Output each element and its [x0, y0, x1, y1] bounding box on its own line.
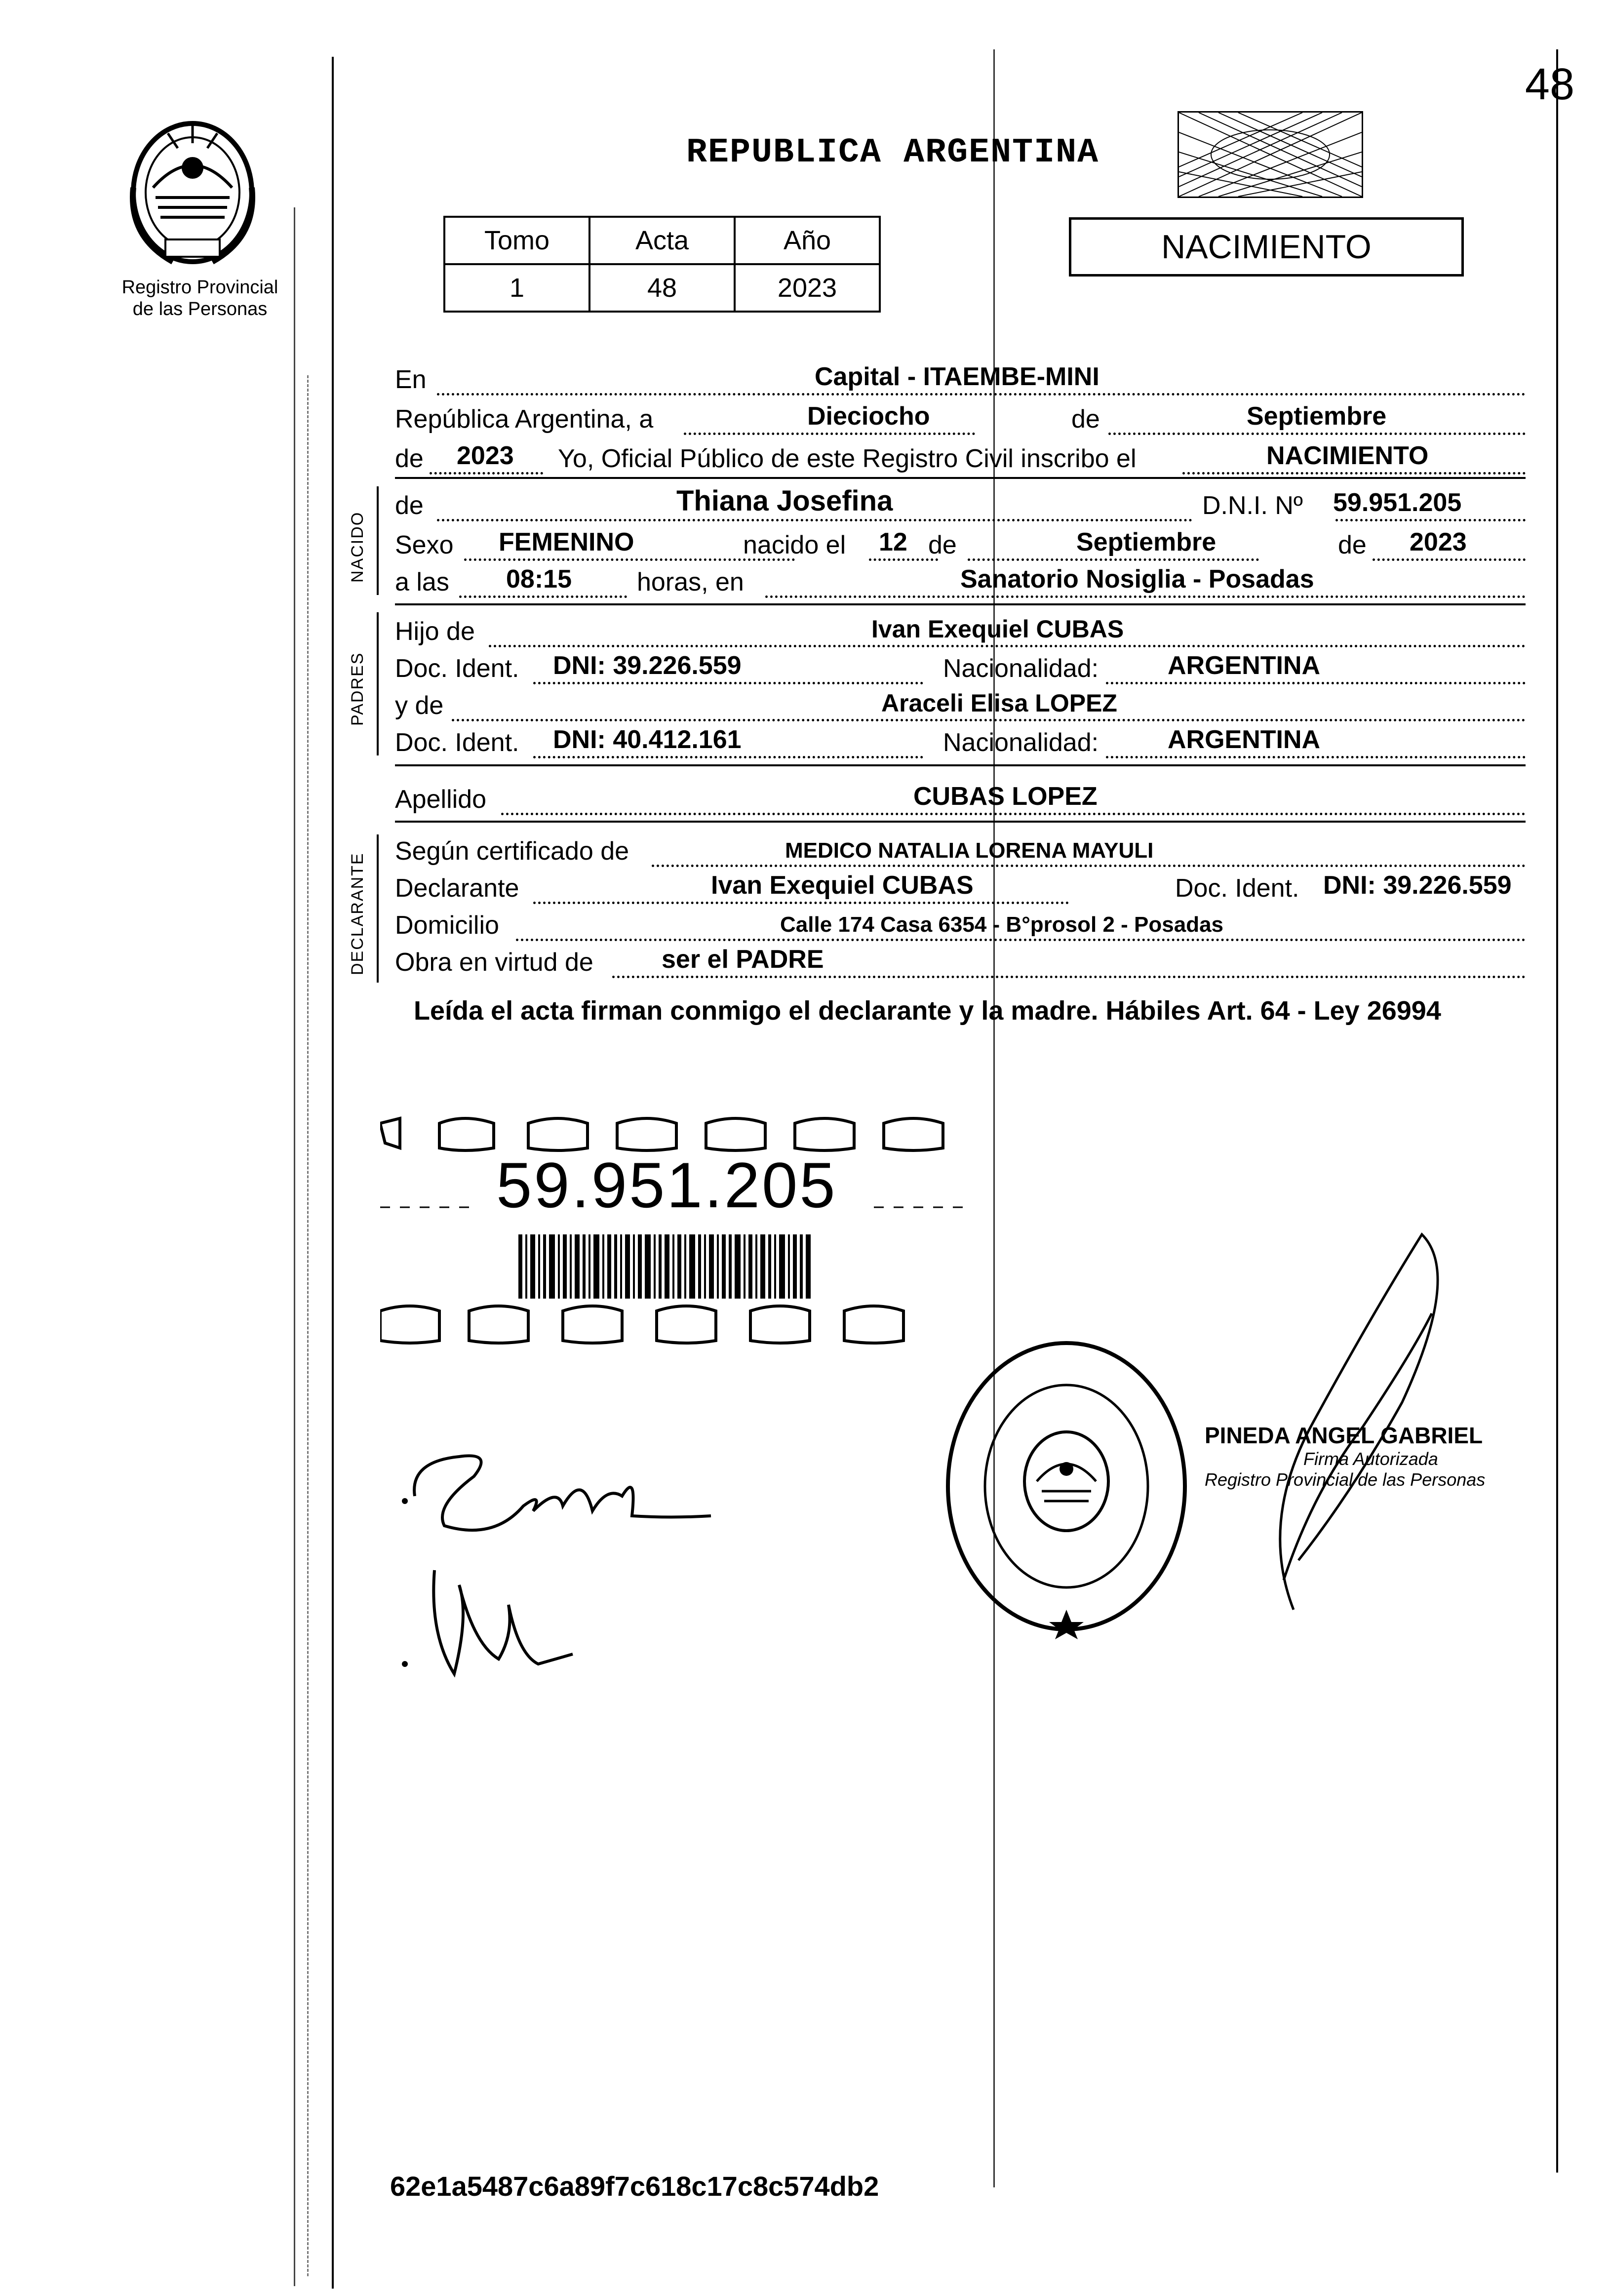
dotted-line [533, 682, 923, 684]
time-label: a las [395, 568, 449, 596]
section-divider [395, 821, 1526, 823]
born-day-value: 12 [879, 528, 907, 556]
row-place [395, 363, 1526, 397]
dotted-line [612, 976, 1526, 978]
officer-text: Yo, Oficial Público de este Registro Civil inscribo el [558, 444, 1137, 473]
registry-table-value-row [444, 264, 880, 312]
signature-declarant [395, 1432, 741, 1555]
logo-caption-line2: de las Personas [132, 299, 268, 319]
father-value: Ivan Exequiel CUBAS [871, 615, 1124, 643]
mother-doc-value: DNI: 40.412.161 [553, 725, 742, 754]
declarant-doc-label: Doc. Ident. [1175, 874, 1299, 903]
dotted-line [1182, 472, 1526, 475]
birth-place-value: Sanatorio Nosiglia - Posadas [960, 565, 1314, 594]
padres-section-label: PADRES [348, 652, 367, 726]
dotted-line [1106, 756, 1526, 758]
doc-label: Doc. Ident. [395, 654, 519, 683]
registry-table [443, 216, 881, 313]
document-hash: 62e1a5487c6a89f7c618c17c8c574db2 [390, 2171, 879, 2202]
declarant-label: Declarante [395, 874, 519, 903]
cert-label: Según certificado de [395, 837, 629, 866]
father-label: Hijo de [395, 617, 475, 646]
declarante-bracket [377, 834, 379, 983]
dni-label: D.N.I. Nº [1202, 491, 1303, 520]
registry-value-acta: 48 [589, 264, 735, 312]
hologram-number: 59.951.205 [496, 1149, 837, 1221]
month-value: Septiembre [1247, 402, 1387, 431]
authorized-signature-block [1205, 1422, 1485, 1490]
authorized-line1: Firma Autorizada [1303, 1449, 1438, 1469]
left-margin-line-1 [332, 57, 334, 2289]
dotted-line [459, 595, 627, 598]
section-divider [395, 764, 1526, 766]
row-capacity [395, 946, 1526, 980]
born-month-value: Septiembre [1076, 528, 1217, 556]
registry-value-tomo: 1 [444, 264, 589, 312]
right-margin-line [1556, 49, 1558, 2173]
address-label: Domicilio [395, 911, 499, 940]
mother-nationality-value: ARGENTINA [1168, 725, 1321, 754]
row-mother-doc [395, 726, 1526, 760]
row-certificate [395, 834, 1526, 869]
dotted-line [501, 813, 1526, 815]
dotted-line [533, 902, 1069, 904]
year-value: 2023 [457, 441, 514, 470]
declarante-section-label: DECLARANTE [348, 852, 367, 975]
section-divider [395, 477, 1526, 479]
dotted-line [684, 433, 975, 435]
row-sex-born [395, 528, 1526, 563]
act-kind-value: NACIMIENTO [1266, 441, 1429, 470]
authorized-name: PINEDA ANGEL GABRIEL [1205, 1423, 1483, 1448]
record-type-box: NACIMIENTO [1069, 217, 1464, 277]
row-father-doc [395, 652, 1526, 686]
signature-mother [395, 1555, 592, 1703]
authorized-line2: Registro Provincial de las Personas [1205, 1469, 1486, 1490]
sex-label: Sexo [395, 531, 454, 559]
nationality-label: Nacionalidad: [943, 654, 1099, 683]
republic-label: República Argentina, a [395, 405, 654, 434]
row-father [395, 615, 1526, 649]
dotted-line [430, 472, 543, 475]
father-nationality-value: ARGENTINA [1168, 651, 1321, 680]
registry-header-anio: Año [735, 217, 880, 264]
official-seal-icon [938, 1333, 1195, 1639]
dotted-line [489, 645, 1526, 647]
row-year [395, 442, 1526, 476]
nationality-label: Nacionalidad: [943, 728, 1099, 757]
registry-value-anio: 2023 [735, 264, 880, 312]
dotted-line [533, 756, 923, 758]
surname-label: Apellido [395, 785, 487, 814]
row-mother [395, 689, 1526, 723]
logo-caption-line1: Registro Provincial [121, 277, 278, 298]
dotted-line [452, 719, 1526, 721]
logo-caption [111, 277, 289, 320]
dni-value: 59.951.205 [1333, 488, 1462, 517]
dotted-line [516, 939, 1526, 941]
born-de1-label: de [928, 531, 957, 559]
born-label: nacido el [743, 531, 846, 559]
dotted-line [652, 865, 1526, 867]
section-divider [395, 603, 1526, 605]
row-address [395, 909, 1526, 943]
registry-header-tomo: Tomo [444, 217, 589, 264]
dotted-line [1108, 433, 1526, 435]
place-value: Capital - ITAEMBE-MINI [815, 362, 1099, 391]
row-declarant [395, 871, 1526, 906]
mother-value: Araceli Elisa LOPEZ [881, 689, 1117, 717]
left-margin-line-3 [307, 375, 309, 2276]
row-surname [395, 783, 1526, 817]
nacido-bracket [377, 486, 379, 595]
mother-label: y de [395, 691, 444, 720]
signature-officer [1185, 1215, 1461, 1620]
father-doc-value: DNI: 39.226.559 [553, 651, 742, 680]
year-prefix-label: de [395, 444, 424, 473]
sex-value: FEMENINO [499, 528, 634, 556]
born-year-value: 2023 [1410, 528, 1467, 556]
born-de2-label: de [1338, 531, 1367, 559]
nacido-section-label: NACIDO [348, 511, 367, 583]
page-number: 48 [1525, 60, 1574, 109]
day-words-value: Dieciocho [807, 402, 930, 431]
certificate-value: MEDICO NATALIA LORENA MAYULI [785, 838, 1154, 863]
de-label: de [1071, 405, 1100, 434]
dotted-line [869, 558, 938, 561]
address-value: Calle 174 Casa 6354 - B°prosol 2 - Posadas [780, 912, 1224, 937]
page-title: REPUBLICA ARGENTINA [686, 133, 1099, 172]
registry-table-header-row [444, 217, 880, 264]
row-date [395, 402, 1526, 437]
capacity-label: Obra en virtud de [395, 948, 593, 977]
padres-bracket [377, 612, 379, 755]
registry-header-acta: Acta [589, 217, 735, 264]
closing-text: Leída el acta firman conmigo el declarante y la madre. Hábiles Art. 64 - Ley 26994 [414, 996, 1441, 1026]
row-time-place [395, 565, 1526, 600]
provincia-de-misiones-crest-icon [118, 114, 267, 277]
dotted-line [437, 519, 1192, 521]
time-value: 08:15 [506, 565, 572, 594]
row-name [395, 485, 1526, 523]
declarant-doc-value: DNI: 39.226.559 [1323, 871, 1512, 900]
dotted-line [1106, 682, 1526, 684]
hours-label: horas, en [637, 568, 744, 596]
dotted-line [968, 558, 1259, 561]
dotted-line [765, 595, 1526, 598]
surname-value: CUBAS LOPEZ [913, 782, 1098, 811]
name-value: Thiana Josefina [676, 485, 893, 517]
dotted-line [437, 393, 1526, 396]
capacity-value: ser el PADRE [662, 945, 824, 974]
declarant-value: Ivan Exequiel CUBAS [711, 871, 974, 900]
barcode-icon [518, 1234, 815, 1299]
left-margin-line-2 [294, 207, 295, 2286]
doc-label: Doc. Ident. [395, 728, 519, 757]
en-label: En [395, 365, 427, 394]
dotted-line [1373, 558, 1526, 561]
security-pattern-icon [1177, 111, 1363, 198]
dotted-line [1335, 519, 1526, 521]
name-label: de [395, 491, 424, 520]
